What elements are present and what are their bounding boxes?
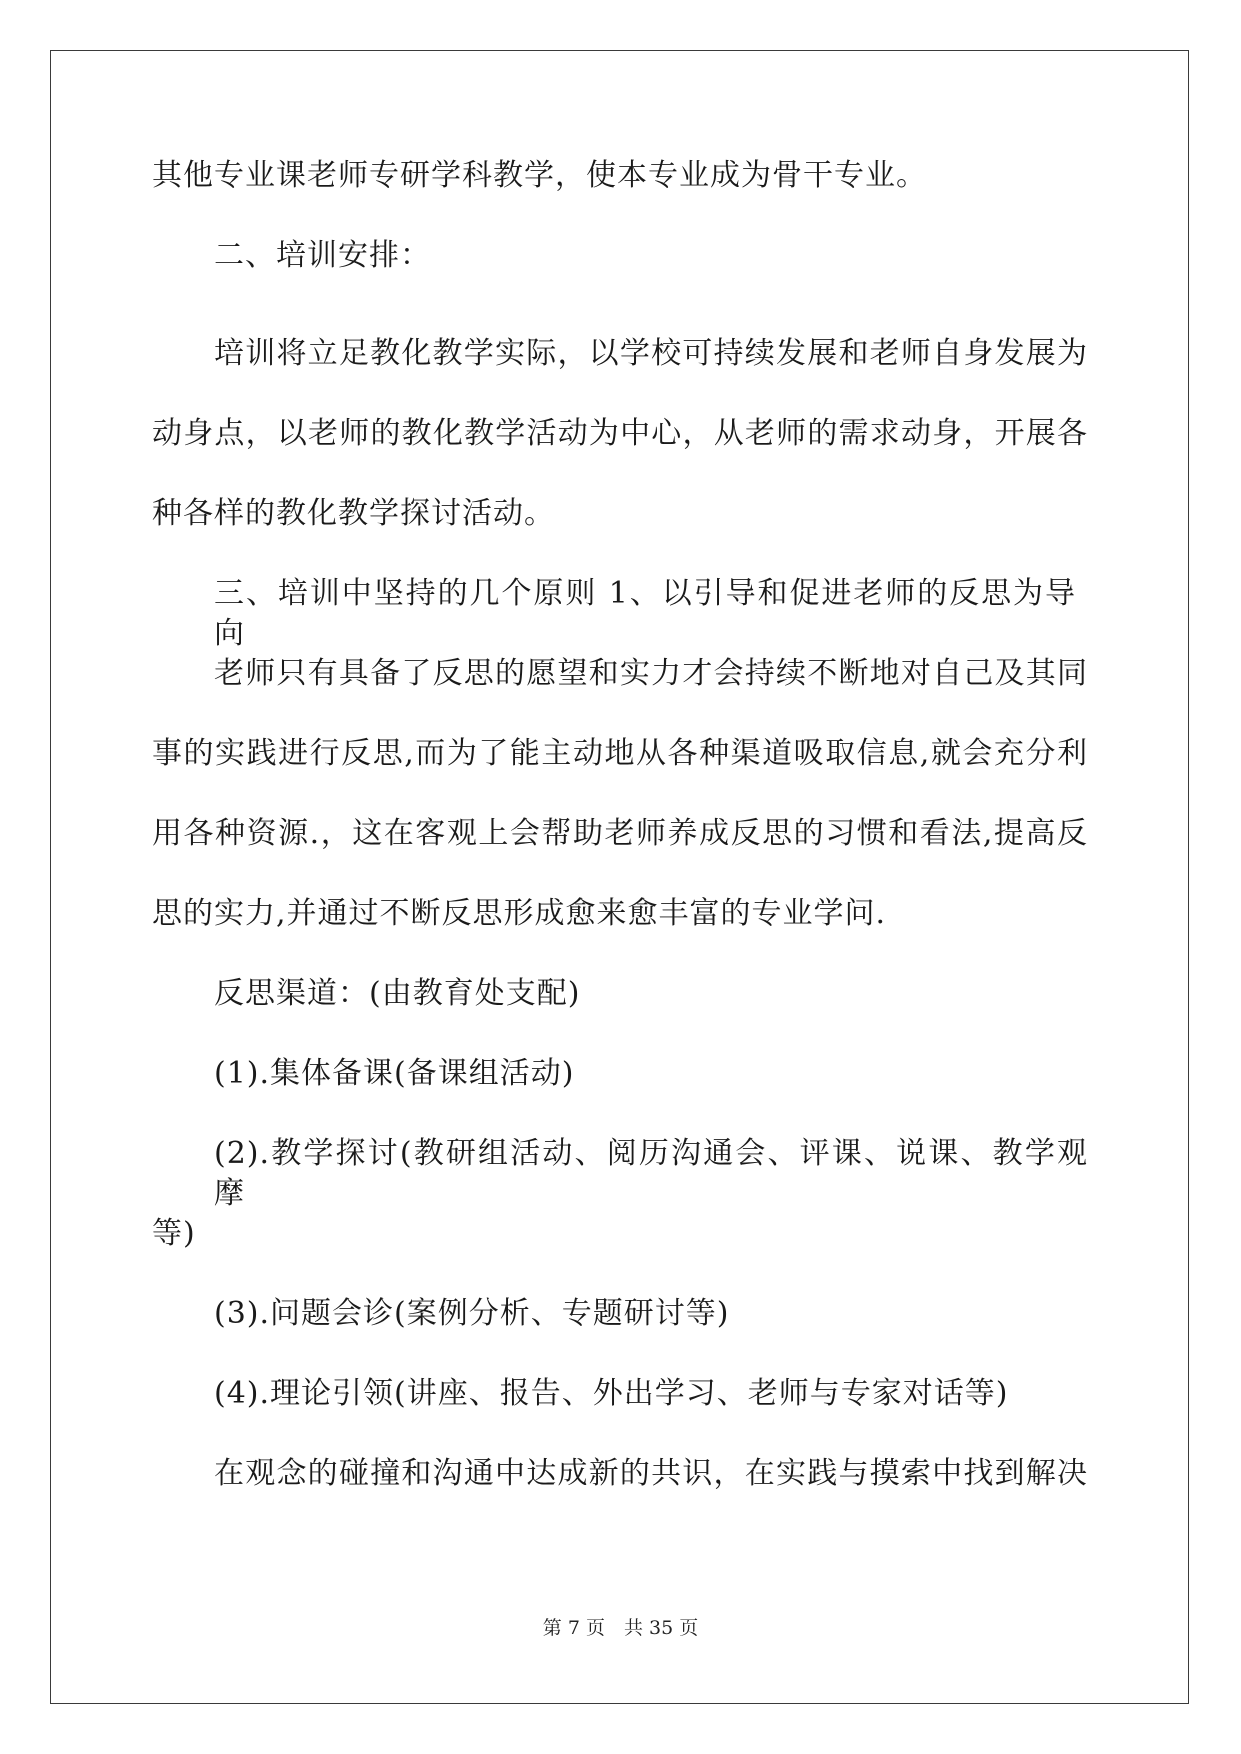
paragraph-line: 事的实践进行反思,而为了能主动地从各种渠道吸取信息,就会充分利 [152, 736, 1088, 771]
list-item: (3).问题会诊(案例分析、专题研讨等) [214, 1296, 730, 1331]
list-item-continuation: 等) [152, 1216, 196, 1251]
paragraph-line: 思的实力,并通过不断反思形成愈来愈丰富的专业学问. [152, 896, 887, 931]
paragraph-line: 种各样的教化教学探讨活动。 [152, 496, 555, 531]
paragraph-line: 用各种资源.，这在客观上会帮助老师养成反思的习惯和看法,提高反 [152, 816, 1088, 851]
paragraph-line: 其他专业课老师专研学科教学，使本专业成为骨干专业。 [152, 158, 927, 193]
paragraph-line: 反思渠道：(由教育处支配) [214, 976, 581, 1011]
list-item: (1).集体备课(备课组活动) [214, 1056, 575, 1091]
paragraph-line: 动身点，以老师的教化教学活动为中心，从老师的需求动身，开展各 [152, 416, 1088, 451]
list-item: (4).理论引领(讲座、报告、外出学习、老师与专家对话等) [214, 1376, 1009, 1411]
paragraph-line: 培训将立足教化教学实际，以学校可持续发展和老师自身发展为 [214, 336, 1088, 371]
section-heading: 三、培训中坚持的几个原则 1、以引导和促进老师的反思为导向 [214, 576, 1076, 651]
paragraph-line: 在观念的碰撞和沟通中达成新的共识，在实践与摸索中找到解决 [214, 1456, 1088, 1491]
paragraph-line: 老师只有具备了反思的愿望和实力才会持续不断地对自己及其同 [214, 656, 1088, 691]
list-item: (2).教学探讨(教研组活动、阅历沟通会、评课、说课、教学观摩 [214, 1136, 1088, 1211]
page-number-footer: 第 7 页 共 35 页 [542, 1617, 699, 1639]
section-heading: 二、培训安排： [214, 238, 431, 273]
